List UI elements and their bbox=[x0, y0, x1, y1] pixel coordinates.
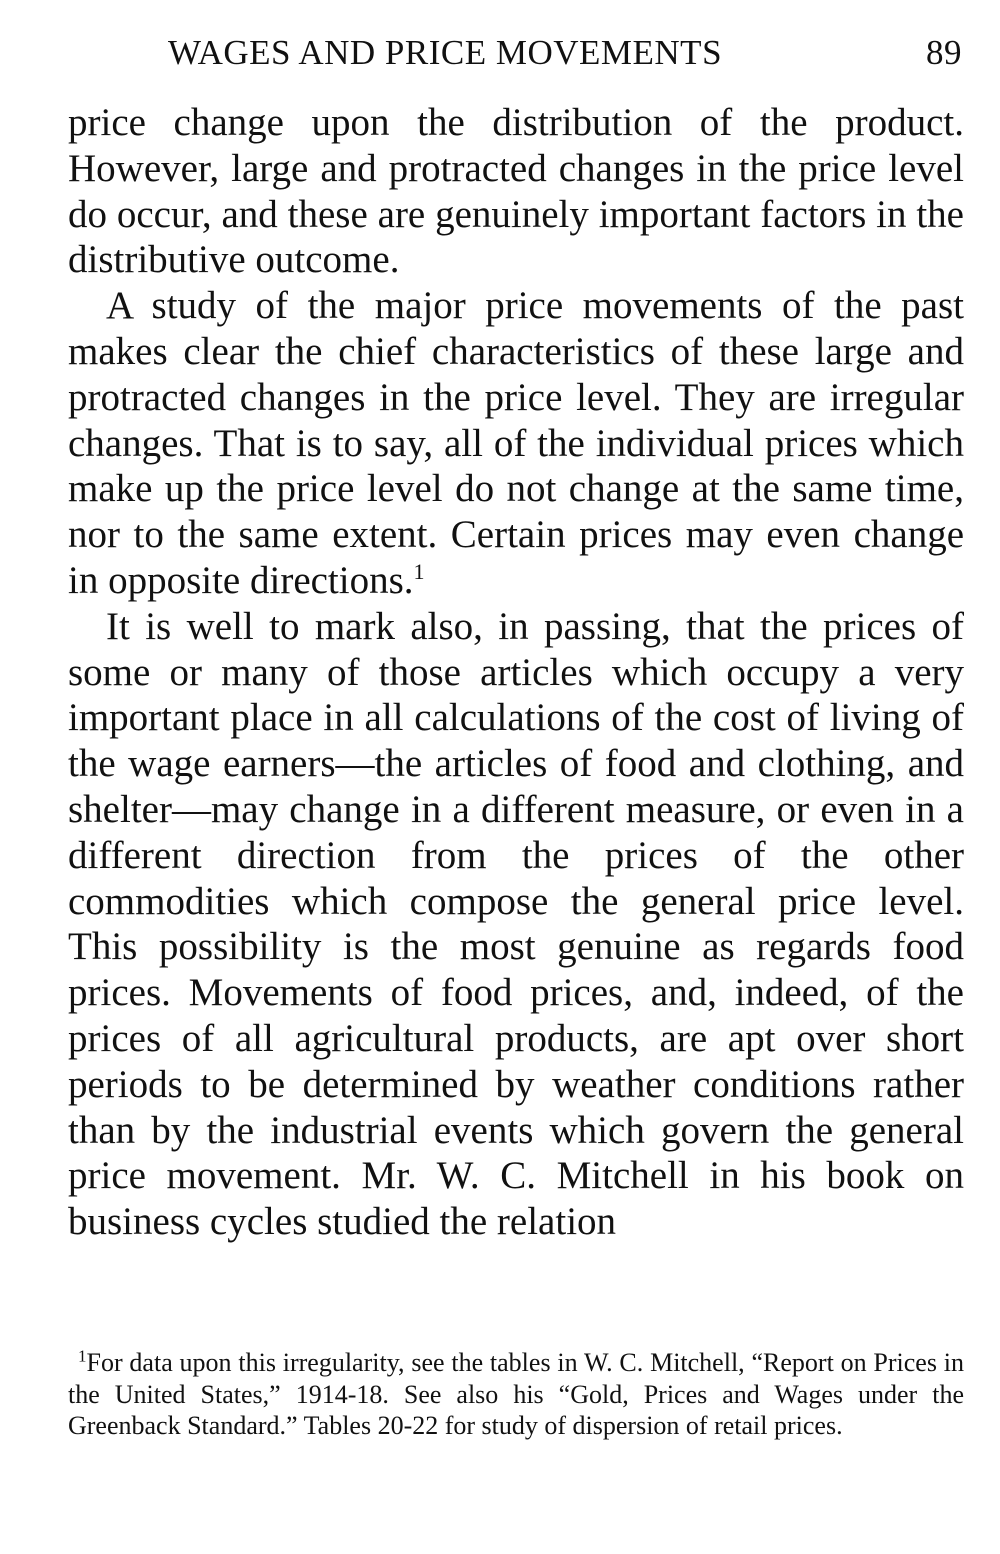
page-header bbox=[68, 28, 962, 78]
running-title: WAGES AND PRICE MOVEMENTS bbox=[167, 33, 723, 72]
body-text bbox=[68, 100, 964, 1245]
paragraph bbox=[68, 283, 964, 604]
paragraph-text: A study of the major price movements of the past makes clear the chief characteristics of these large and protracted changes in the price level. They are irregular changes. That is to say, all of the individual prices which make up the price level do not change at the same time, nor to the same extent. Certain prices may even change in opposite directions. bbox=[68, 284, 964, 602]
footnotes bbox=[68, 1347, 964, 1442]
footnote-reference: 1 bbox=[413, 558, 425, 584]
footnote-text: For data upon this irregularity, see the tables in W. C. Mitchell, “Report on Prices in the United States,” 1914-18. See also his “Gold, Prices and Wages under the Greenback Standard.” Tables 20-22 for study of dispersion of retail prices. bbox=[68, 1348, 964, 1441]
page-number: 89 bbox=[926, 33, 962, 72]
footnote-marker: 1 bbox=[78, 1346, 87, 1366]
paragraph: price change upon the distribution of the product. However, large and protracted changes in the price level do occur, and these are genuinely important factors in the distributive outcome. bbox=[68, 101, 964, 282]
paragraph: It is well to mark also, in passing, that the prices of some or many of those articles which occupy a very important place in all calculations of the cost of living of the wage earners—the articles of food and clothing, and shelter—may change in a different measure, or even in a different direction from the prices of the other commodities which compose the general price level. This possibility is the most genuine as regards food prices. Movements of food prices, and, indeed, of the prices of all agricultural products, are apt over short periods to be determined by weather conditions rather than by the industrial events which govern the general price movement. Mr. W. C. Mitchell in his book on business cycles studied the relation bbox=[68, 604, 964, 1244]
footnote bbox=[68, 1347, 964, 1442]
